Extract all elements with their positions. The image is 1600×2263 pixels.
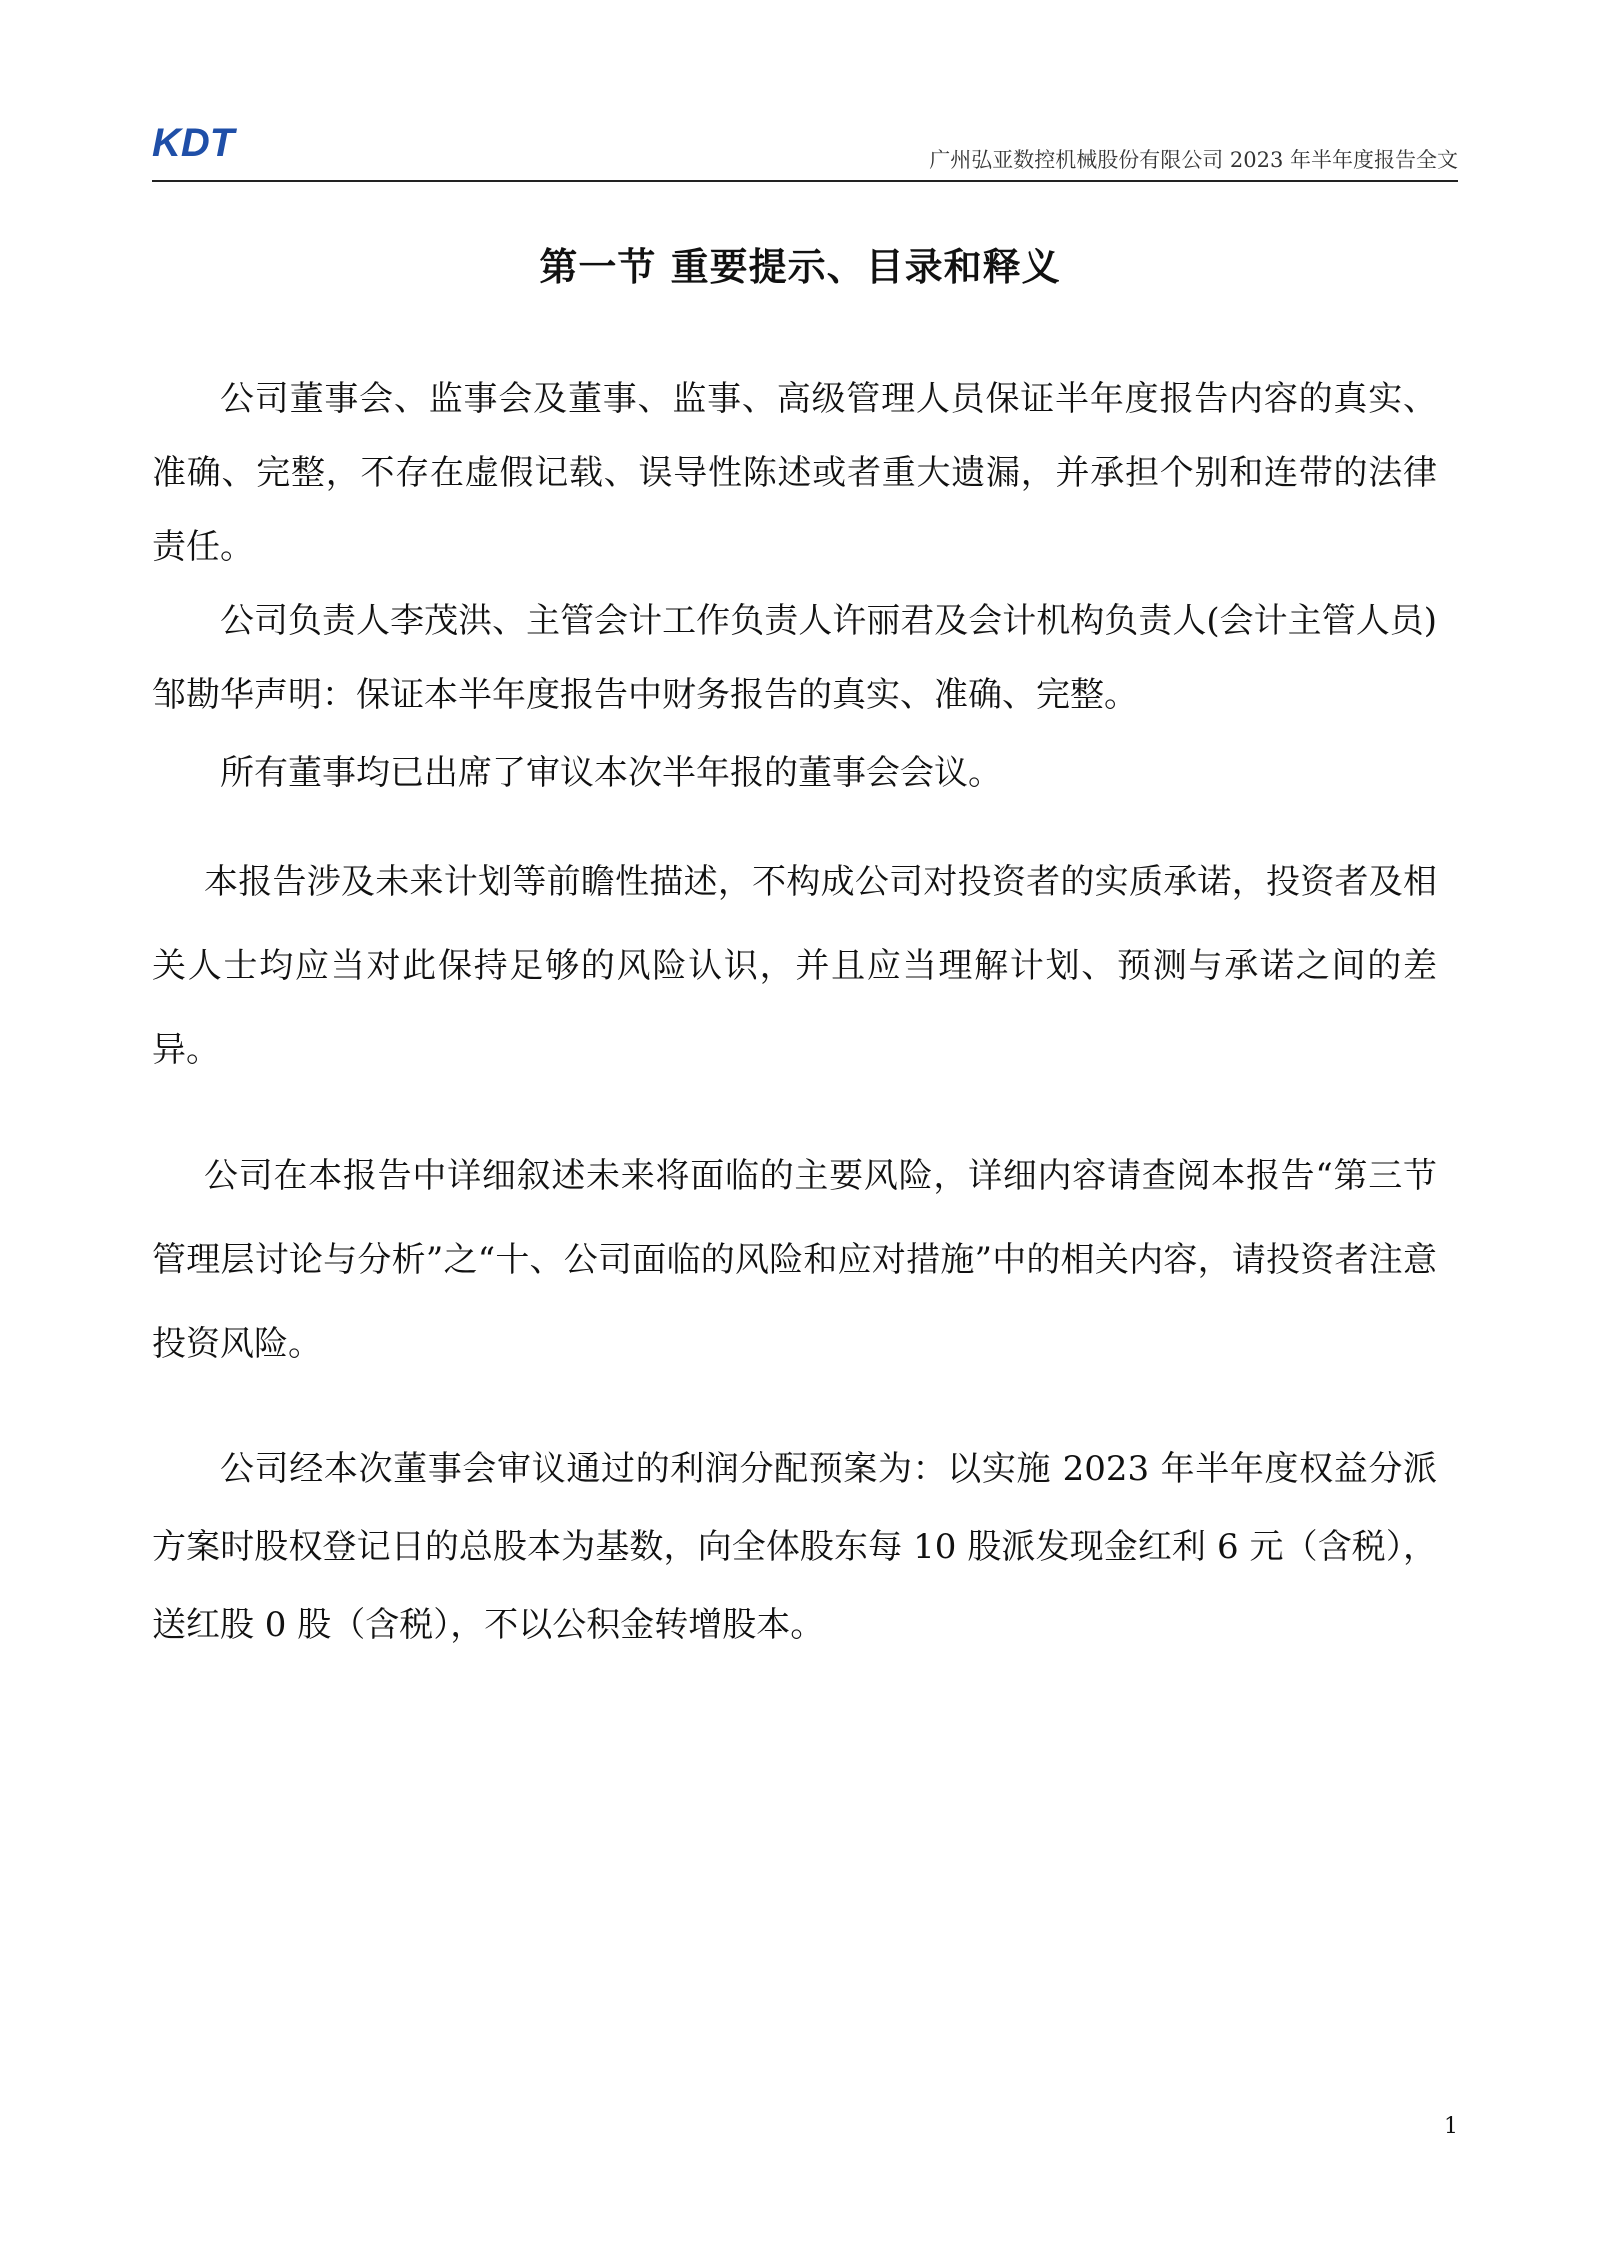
paragraph-board-guarantee: 公司董事会、监事会及董事、监事、高级管理人员保证半年度报告内容的真实、准确、完整，不存在虚假记载、误导性陈述或者重大遗漏，并承担个别和连带的法律责任。 <box>152 379 1437 567</box>
paragraph-forward-looking: 本报告涉及未来计划等前瞻性描述，不构成公司对投资者的实质承诺，投资者及相关人士均应当对此保持足够的风险认识，并且应当理解计划、预测与承诺之间的差异。 <box>152 862 1437 1070</box>
company-logo <box>152 122 270 162</box>
paragraph-profit-distribution: 公司经本次董事会审议通过的利润分配预案为：以实施 2023 年半年度权益分派方案时股权登记日的总股本为基数，向全体股东每 10 股派发现金红利 6 元（含税），送红股 0 股（含税），不以公积金转增股本。 <box>152 1449 1437 1645</box>
page-header <box>152 118 1458 182</box>
paragraph-directors-attendance: 所有董事均已出席了审议本次半年报的董事会会议。 <box>220 753 1002 793</box>
section-title: 第一节 重要提示、目录和释义 <box>539 244 1061 289</box>
document-title: 广州弘亚数控机械股份有限公司 2023 年半年度报告全文 <box>929 148 1458 172</box>
svg-text:KDT: KDT <box>152 122 235 162</box>
paragraph-risk-notice: 公司在本报告中详细叙述未来将面临的主要风险，详细内容请查阅本报告“第三节 管理层讨论与分析”之“十、公司面临的风险和应对措施”中的相关内容，请投资者注意投资风险。 <box>152 1156 1437 1364</box>
page-number: 1 <box>1444 2114 1458 2139</box>
paragraph-responsible-persons: 公司负责人李茂洪、主管会计工作负责人许丽君及会计机构负责人(会计主管人员)邹勘华声明：保证本半年度报告中财务报告的真实、准确、完整。 <box>152 601 1437 715</box>
